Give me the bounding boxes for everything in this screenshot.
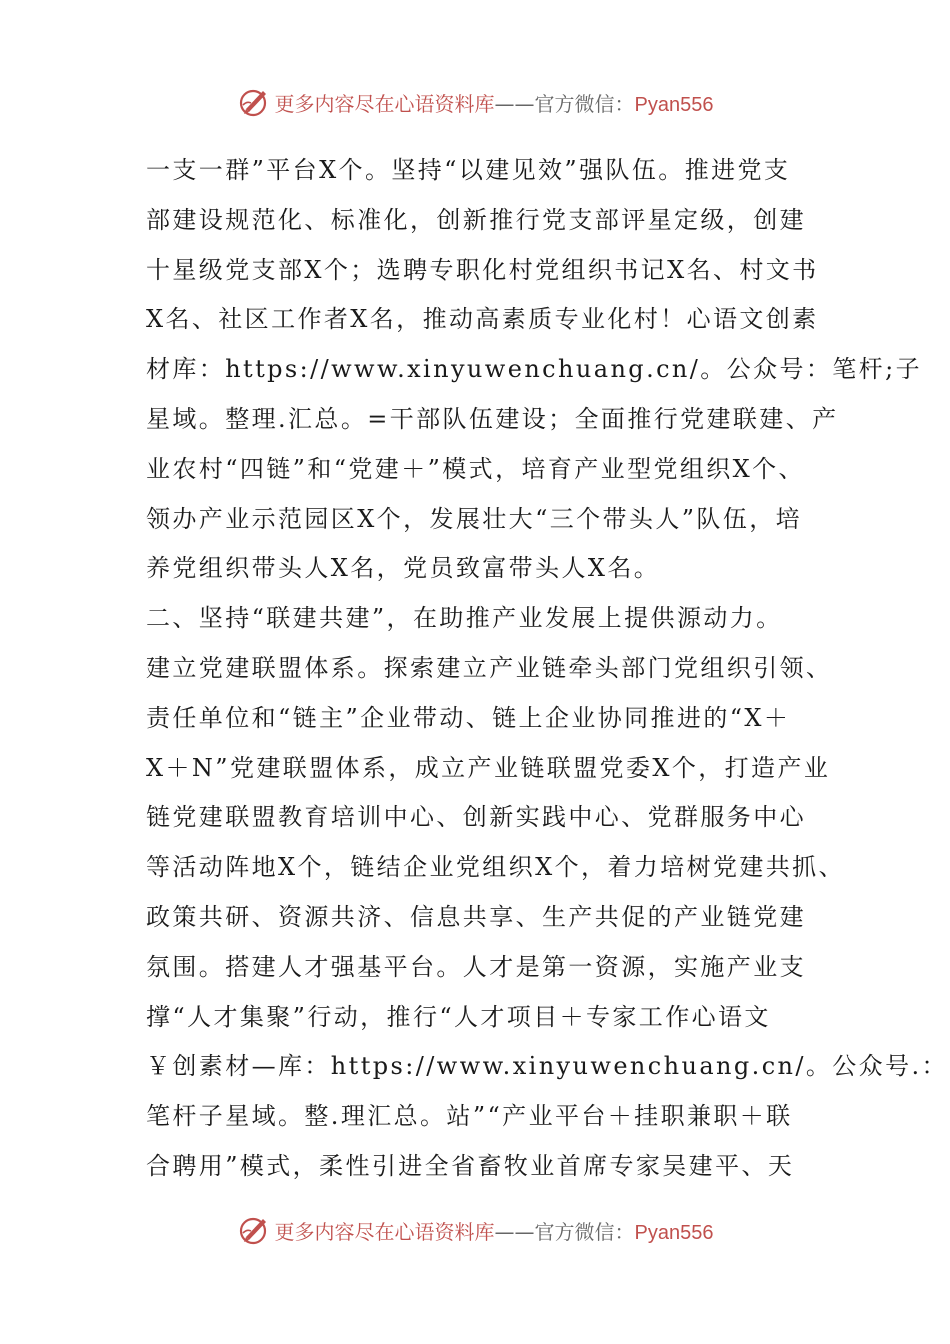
text-line: 责任单位和“链主”企业带动、链上企业协同推进的“X＋ bbox=[146, 703, 791, 732]
text-line: 十星级党支部X个；选聘专职化村党组织书记X名、村文书 bbox=[146, 255, 819, 284]
text-line: 氛围。搭建人才强基平台。人才是第一资源，实施产业支 bbox=[146, 952, 806, 981]
header-banner-title: 更多内容尽在心语资料库 bbox=[274, 91, 495, 116]
footer-banner-title: 更多内容尽在心语资料库 bbox=[274, 1219, 495, 1244]
text-line: 二、坚持“联建共建”，在助推产业发展上提供源动力。 bbox=[146, 604, 783, 633]
text-line: 领办产业示范园区X个，发展壮大“三个带头人”队伍，培 bbox=[146, 504, 803, 533]
text-line: 撑“人才集聚”行动，推行“人才项目＋专家工作心语文 bbox=[146, 1002, 771, 1031]
text-line: 建立党建联盟体系。探索建立产业链牵头部门党组织引领、 bbox=[146, 653, 833, 682]
footer-wechat-id: Pyan556 bbox=[634, 1221, 714, 1244]
document-body bbox=[146, 146, 948, 1192]
header-banner bbox=[0, 82, 950, 122]
text-line: 合聘用”模式，柔性引进全省畜牧业首席专家吴建平、天 bbox=[146, 1151, 795, 1180]
text-line: 业农村“四链”和“党建＋”模式，培育产业型党组织X个、 bbox=[146, 454, 805, 483]
text-line: 链党建联盟教育培训中心、创新实践中心、党群服务中心 bbox=[146, 803, 806, 832]
text-line: 等活动阵地X个，链结企业党组织X个，着力培树党建共抓、 bbox=[146, 853, 845, 882]
text-line: ￥创素材—库：https://www.xinyuwenchuang.cn/。公众号.： bbox=[146, 1052, 948, 1081]
pen-logo-icon bbox=[237, 85, 271, 119]
text-line: 材库：https://www.xinyuwenchuang.cn/。公众号：笔杆;子 bbox=[146, 355, 922, 384]
text-line: 养党组织带头人X名，党员致富带头人X名。 bbox=[146, 554, 661, 583]
text-line: 部建设规范化、标准化，创新推行党支部评星定级，创建 bbox=[146, 205, 806, 234]
footer-banner-separator: —— bbox=[494, 1219, 535, 1244]
text-line: 笔杆子星域。整.理汇总。站”“产业平台＋挂职兼职＋联 bbox=[146, 1102, 793, 1131]
text-line: 星域。整理.汇总。=干部队伍建设；全面推行党建联建、产 bbox=[146, 404, 839, 433]
footer-banner bbox=[0, 1210, 950, 1250]
pen-logo-icon bbox=[237, 1213, 271, 1247]
header-wechat-id: Pyan556 bbox=[634, 93, 714, 116]
header-wechat-label: 官方微信： bbox=[534, 91, 635, 116]
footer-banner-text bbox=[275, 1216, 714, 1245]
footer-wechat-label: 官方微信： bbox=[534, 1219, 635, 1244]
text-line: 一支一群”平台X个。坚持“以建见效”强队伍。推进党支 bbox=[146, 156, 791, 184]
text-line: 政策共研、资源共济、信息共享、生产共促的产业链党建 bbox=[146, 902, 806, 931]
header-banner-separator: —— bbox=[494, 91, 535, 116]
text-line: X＋N”党建联盟体系，成立产业链联盟党委X个，打造产业 bbox=[146, 753, 831, 782]
text-line: X名、社区工作者X名，推动高素质专业化村！心语文创素 bbox=[146, 305, 819, 334]
header-banner-text bbox=[275, 88, 714, 117]
